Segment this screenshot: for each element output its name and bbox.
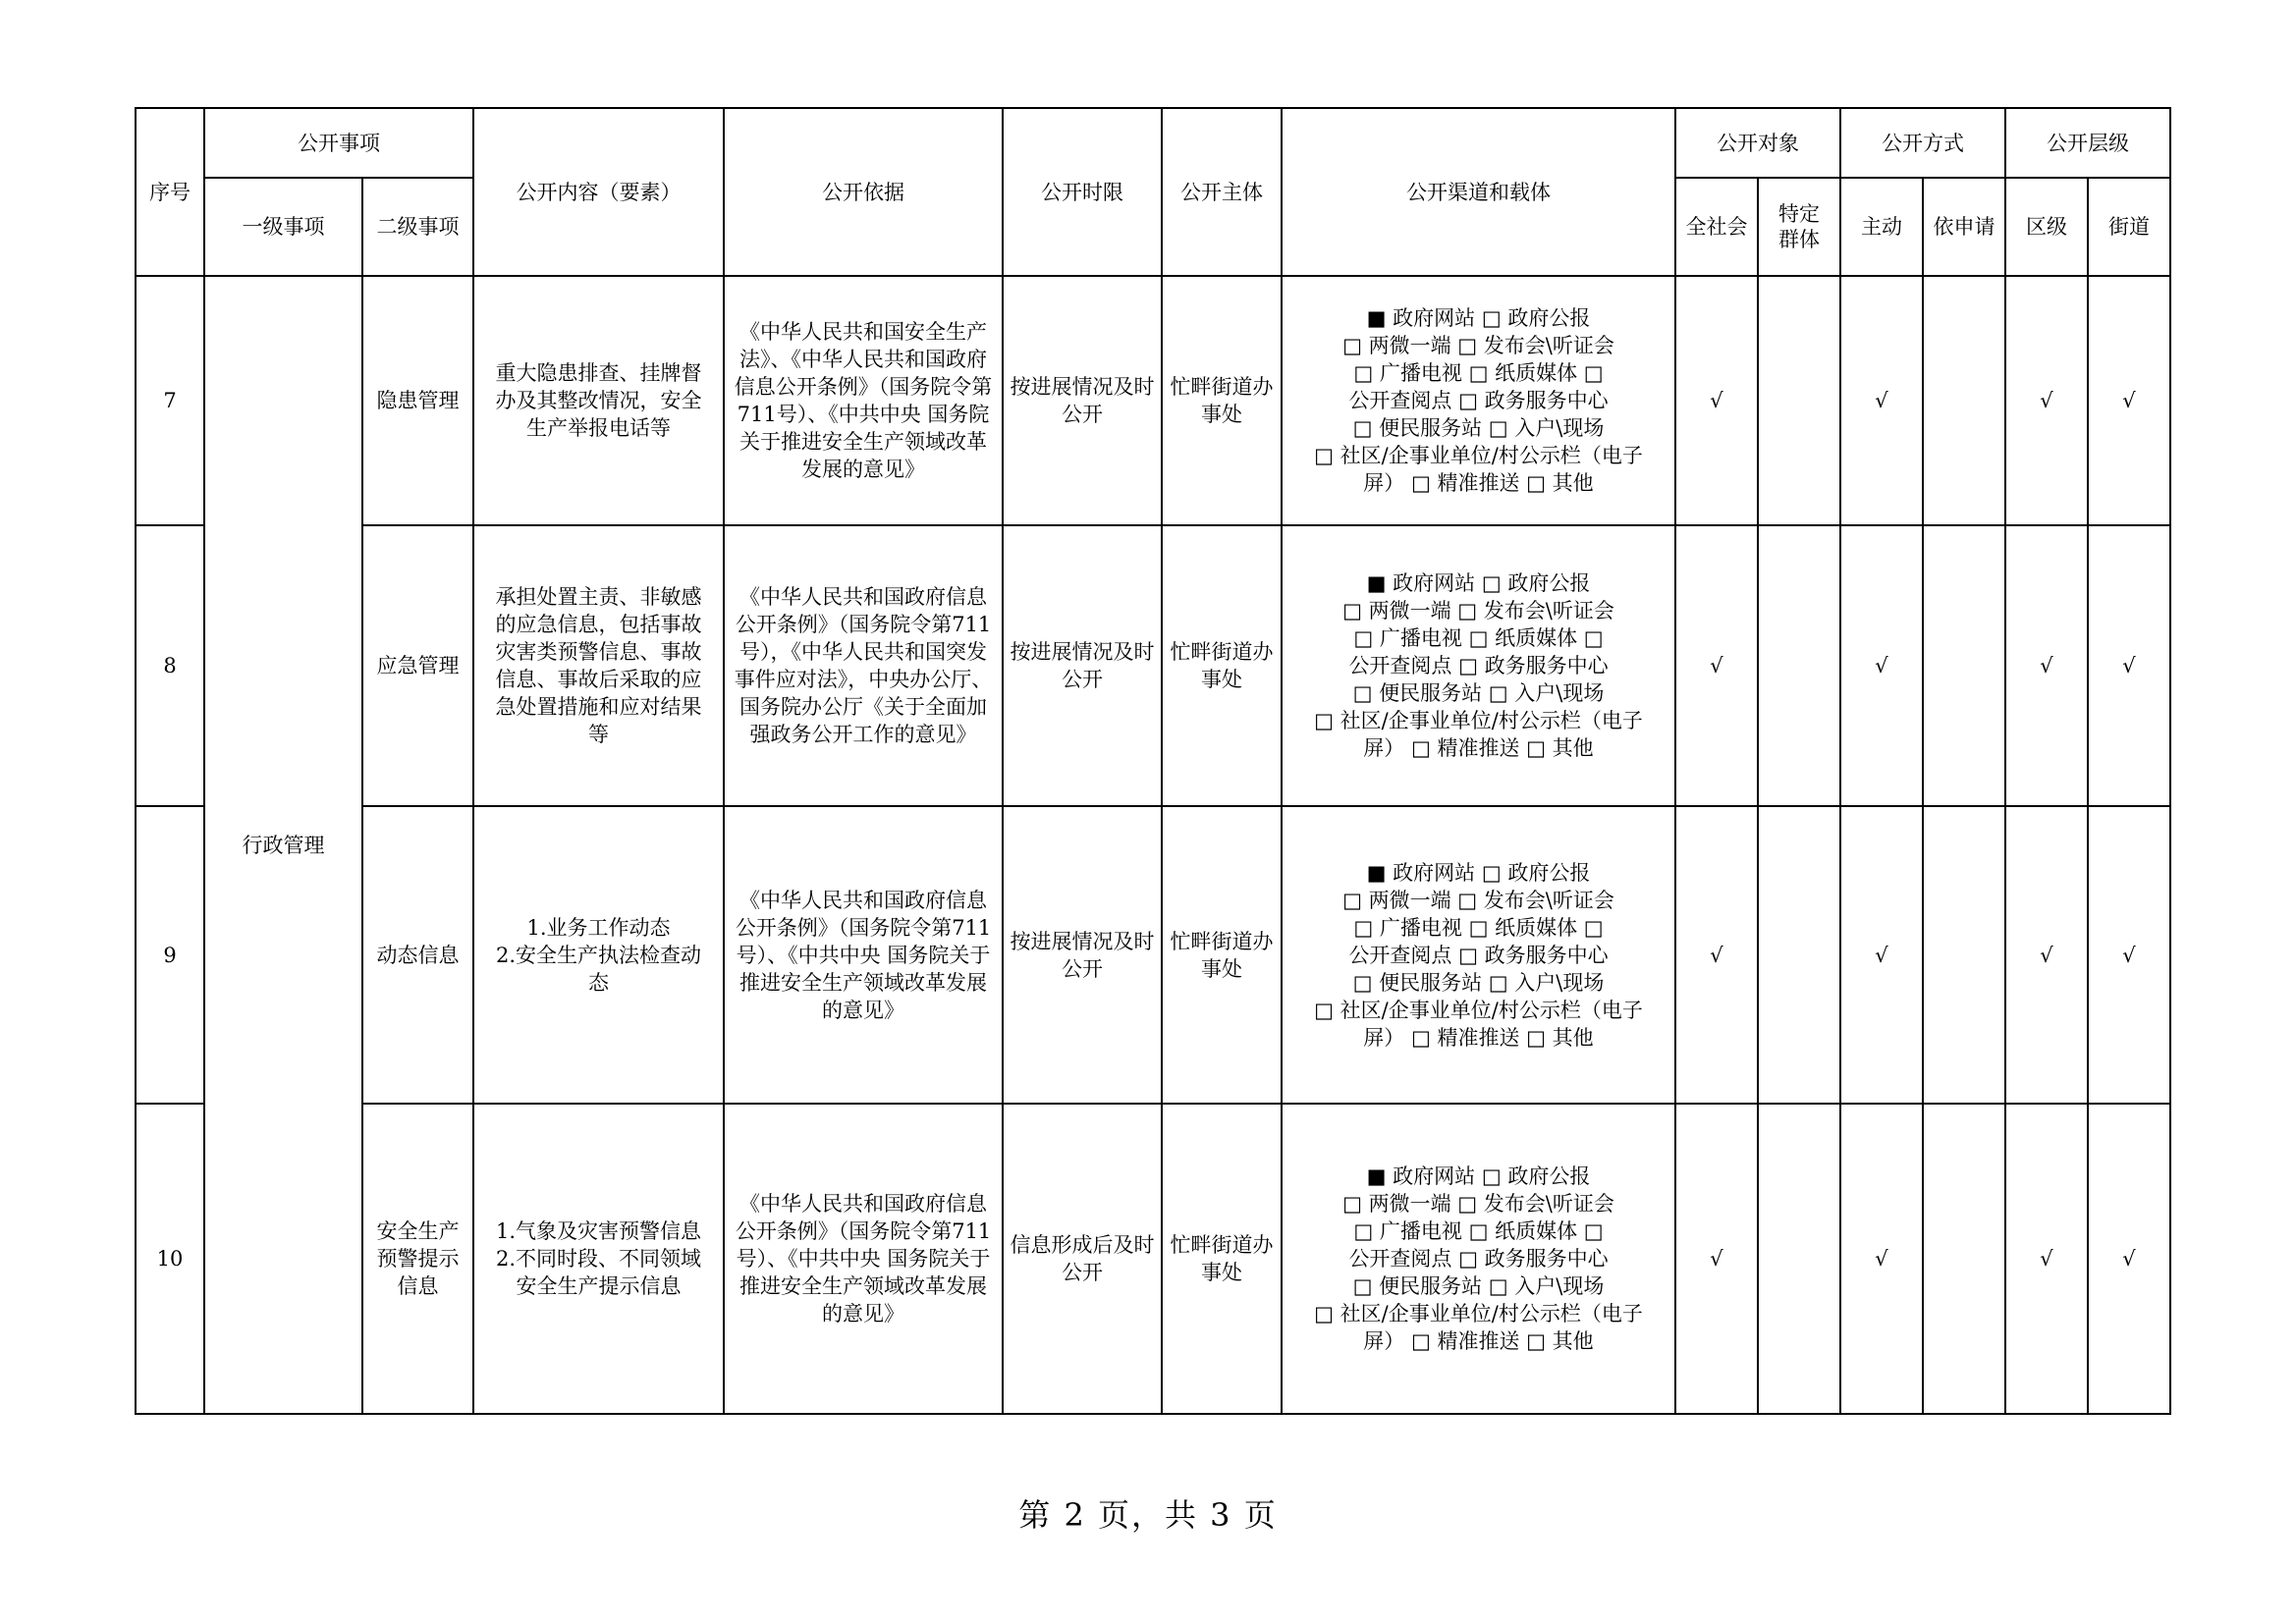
table-row xyxy=(136,276,2170,525)
header-audience-specific: 特定群体 xyxy=(1758,178,1840,276)
row-item: 动态信息 xyxy=(362,806,473,1104)
header-subject: 公开主体 xyxy=(1162,108,1282,276)
header-content: 公开内容（要素） xyxy=(473,108,724,276)
row-content: 承担处置主责、非敏感的应急信息，包括事故灾害类预警信息、事故信息、事故后采取的应急处置措施和应对结果等 xyxy=(473,525,724,806)
check-district: √ xyxy=(2005,276,2088,525)
header-time-limit: 公开时限 xyxy=(1003,108,1162,276)
check-active: √ xyxy=(1840,1104,1923,1414)
header-seq: 序号 xyxy=(136,108,204,276)
row-channels xyxy=(1282,525,1675,806)
header-level-district: 区级 xyxy=(2005,178,2088,276)
check-request xyxy=(1923,1104,2005,1414)
row-item: 安全生产预警提示信息 xyxy=(362,1104,473,1414)
row-seq: 10 xyxy=(136,1104,204,1414)
header-level: 公开层级 xyxy=(2005,108,2170,178)
channel-line: 屏） □ 精准推送 □ 其他 xyxy=(1363,1025,1594,1050)
row-seq: 8 xyxy=(136,525,204,806)
check-active: √ xyxy=(1840,276,1923,525)
row-channels xyxy=(1282,806,1675,1104)
check-all: √ xyxy=(1675,806,1758,1104)
header-audience-all: 全社会 xyxy=(1675,178,1758,276)
channel-line: □ 社区/企事业单位/村公示栏（电子 xyxy=(1314,444,1643,467)
row-channels xyxy=(1282,1104,1675,1414)
channel-line: □ 广播电视 □ 纸质媒体 □ xyxy=(1353,626,1604,650)
check-active: √ xyxy=(1840,525,1923,806)
header-method-active: 主动 xyxy=(1840,178,1923,276)
check-district: √ xyxy=(2005,1104,2088,1414)
channel-line: □ 两微一端 □ 发布会\听证会 xyxy=(1342,1192,1614,1216)
check-request xyxy=(1923,525,2005,806)
channel-line: □ 社区/企事业单位/村公示栏（电子 xyxy=(1314,998,1643,1022)
category-cell: 行政管理 xyxy=(204,276,362,1414)
row-time-limit: 信息形成后及时公开 xyxy=(1003,1104,1162,1414)
check-district: √ xyxy=(2005,525,2088,806)
table-row xyxy=(136,806,2170,1104)
header-items: 公开事项 xyxy=(204,108,473,178)
channel-line: □ 便民服务站 □ 入户\现场 xyxy=(1352,681,1605,705)
row-content: 1.气象及灾害预警信息 2.不同时段、不同领域安全生产提示信息 xyxy=(473,1104,724,1414)
channel-line: 公开查阅点 □ 政务服务中心 xyxy=(1348,654,1609,677)
channel-line: 屏） □ 精准推送 □ 其他 xyxy=(1363,471,1594,495)
channel-line: □ 社区/企事业单位/村公示栏（电子 xyxy=(1314,709,1643,732)
check-street: √ xyxy=(2088,806,2170,1104)
check-all: √ xyxy=(1675,276,1758,525)
header-method: 公开方式 xyxy=(1840,108,2005,178)
check-all: √ xyxy=(1675,525,1758,806)
check-request xyxy=(1923,806,2005,1104)
channel-line: □ 广播电视 □ 纸质媒体 □ xyxy=(1353,1219,1604,1243)
channel-line: □ 便民服务站 □ 入户\现场 xyxy=(1352,970,1605,995)
header-audience: 公开对象 xyxy=(1675,108,1840,178)
check-request xyxy=(1923,276,2005,525)
row-channels xyxy=(1282,276,1675,525)
channel-line: □ 两微一端 □ 发布会\听证会 xyxy=(1342,334,1614,357)
check-specific xyxy=(1758,276,1840,525)
channel-line: ■ 政府网站 □ 政府公报 xyxy=(1366,306,1591,330)
header-channels: 公开渠道和载体 xyxy=(1282,108,1675,276)
row-time-limit: 按进展情况及时公开 xyxy=(1003,525,1162,806)
channel-line: ■ 政府网站 □ 政府公报 xyxy=(1366,1164,1591,1188)
row-basis: 《中华人民共和国政府信息公开条例》（国务院令第711号）、《中共中央 国务院关于推进安全生产领域改革发展的意见》 xyxy=(724,806,1003,1104)
check-all: √ xyxy=(1675,1104,1758,1414)
channel-line: 公开查阅点 □ 政务服务中心 xyxy=(1348,943,1609,967)
channel-line: 公开查阅点 □ 政务服务中心 xyxy=(1348,389,1609,412)
row-basis: 《中华人民共和国政府信息公开条例》（国务院令第711号），《中华人民共和国突发事件应对法》，中央办公厅、国务院办公厅《关于全面加强政务公开工作的意见》 xyxy=(724,525,1003,806)
channel-line: □ 便民服务站 □ 入户\现场 xyxy=(1352,416,1605,440)
page-footer: 第 2 页，共 3 页 xyxy=(1018,1496,1278,1534)
row-seq: 9 xyxy=(136,806,204,1104)
header-level1: 一级事项 xyxy=(204,178,362,276)
channel-line: □ 社区/企事业单位/村公示栏（电子 xyxy=(1314,1302,1643,1325)
row-subject: 忙畔街道办事处 xyxy=(1162,276,1282,525)
table-row xyxy=(136,1104,2170,1414)
header-level2: 二级事项 xyxy=(362,178,473,276)
channel-line: 屏） □ 精准推送 □ 其他 xyxy=(1363,736,1594,760)
check-specific xyxy=(1758,525,1840,806)
check-street: √ xyxy=(2088,1104,2170,1414)
header-basis: 公开依据 xyxy=(724,108,1003,276)
channel-line: □ 便民服务站 □ 入户\现场 xyxy=(1352,1274,1605,1298)
header-level-street: 街道 xyxy=(2088,178,2170,276)
row-basis: 《中华人民共和国安全生产法》、《中华人民共和国政府信息公开条例》（国务院令第711号）、《中共中央 国务院关于推进安全生产领域改革发展的意见》 xyxy=(724,276,1003,525)
check-street: √ xyxy=(2088,276,2170,525)
check-active: √ xyxy=(1840,806,1923,1104)
channel-line: □ 广播电视 □ 纸质媒体 □ xyxy=(1353,915,1604,940)
channel-line: ■ 政府网站 □ 政府公报 xyxy=(1366,571,1591,595)
table-row xyxy=(136,525,2170,806)
channel-line: 屏） □ 精准推送 □ 其他 xyxy=(1363,1329,1594,1353)
row-subject: 忙畔街道办事处 xyxy=(1162,1104,1282,1414)
row-item: 隐患管理 xyxy=(362,276,473,525)
row-subject: 忙畔街道办事处 xyxy=(1162,806,1282,1104)
disclosure-table xyxy=(135,107,2171,1415)
header-method-request: 依申请 xyxy=(1923,178,2005,276)
row-content: 1.业务工作动态 2.安全生产执法检查动态 xyxy=(473,806,724,1104)
row-item: 应急管理 xyxy=(362,525,473,806)
check-specific xyxy=(1758,1104,1840,1414)
channel-line: ■ 政府网站 □ 政府公报 xyxy=(1366,860,1591,885)
row-time-limit: 按进展情况及时公开 xyxy=(1003,806,1162,1104)
row-time-limit: 按进展情况及时公开 xyxy=(1003,276,1162,525)
row-seq: 7 xyxy=(136,276,204,525)
row-subject: 忙畔街道办事处 xyxy=(1162,525,1282,806)
channel-line: 公开查阅点 □ 政务服务中心 xyxy=(1348,1247,1609,1271)
row-content: 重大隐患排查、挂牌督办及其整改情况，安全生产举报电话等 xyxy=(473,276,724,525)
check-district: √ xyxy=(2005,806,2088,1104)
channel-line: □ 两微一端 □ 发布会\听证会 xyxy=(1342,599,1614,622)
check-specific xyxy=(1758,806,1840,1104)
row-basis: 《中华人民共和国政府信息公开条例》（国务院令第711号）、《中共中央 国务院关于推进安全生产领域改革发展的意见》 xyxy=(724,1104,1003,1414)
check-street: √ xyxy=(2088,525,2170,806)
channel-line: □ 广播电视 □ 纸质媒体 □ xyxy=(1353,361,1604,385)
channel-line: □ 两微一端 □ 发布会\听证会 xyxy=(1342,888,1614,912)
